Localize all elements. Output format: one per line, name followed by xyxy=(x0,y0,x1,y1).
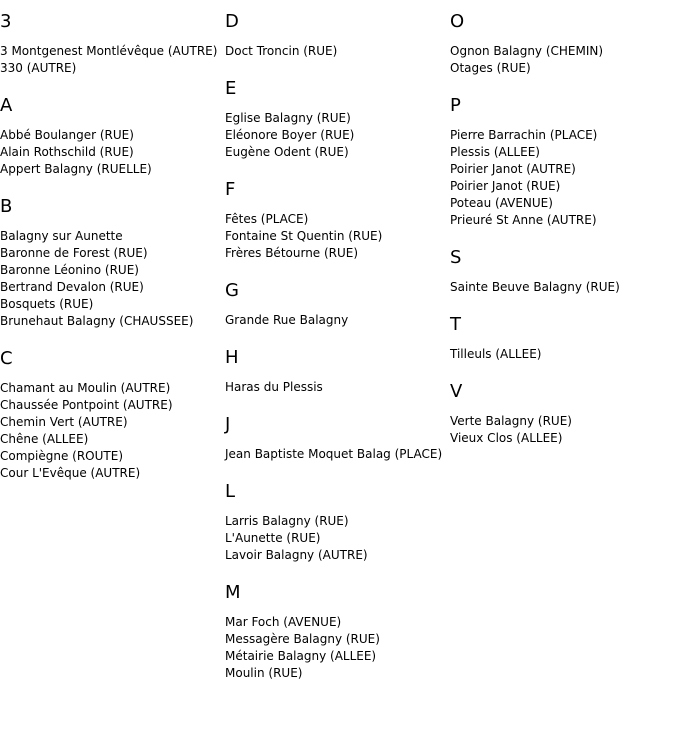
list-item xyxy=(225,312,447,329)
street-list xyxy=(0,380,222,482)
street-list xyxy=(225,379,447,396)
street-link[interactable]: Vieux Clos (ALLEE) xyxy=(450,431,563,445)
street-link[interactable]: Mar Foch (AVENUE) xyxy=(225,615,342,629)
street-link[interactable]: Jean Baptiste Moquet Balag (PLACE) xyxy=(225,447,443,461)
letter-heading: F xyxy=(225,179,236,200)
letter-heading: S xyxy=(450,247,462,268)
street-list xyxy=(0,127,222,178)
list-item xyxy=(225,144,447,161)
list-item xyxy=(0,245,222,262)
street-link[interactable]: Chamant au Moulin (AUTRE) xyxy=(0,381,171,395)
letter-group xyxy=(0,195,222,330)
list-item xyxy=(0,448,222,465)
letter-group xyxy=(0,347,222,482)
letter-group xyxy=(450,246,672,296)
street-index-column xyxy=(225,10,447,699)
street-list xyxy=(225,312,447,329)
list-item xyxy=(450,346,672,363)
street-link[interactable]: Abbé Boulanger (RUE) xyxy=(0,128,134,142)
list-item xyxy=(0,397,222,414)
list-item xyxy=(0,431,222,448)
street-link[interactable]: 3 Montgenest Montlévêque (AUTRE) xyxy=(0,44,218,58)
list-item xyxy=(0,296,222,313)
letter-heading: T xyxy=(450,314,461,335)
street-list xyxy=(450,279,672,296)
street-link[interactable]: Brunehaut Balagny (CHAUSSEE) xyxy=(0,314,194,328)
street-list xyxy=(450,127,672,229)
street-link[interactable]: Alain Rothschild (RUE) xyxy=(0,145,134,159)
letter-heading: G xyxy=(225,280,239,301)
street-link[interactable]: Compiègne (ROUTE) xyxy=(0,449,124,463)
letter-heading: C xyxy=(0,348,13,369)
letter-heading: D xyxy=(225,11,239,32)
street-index-column xyxy=(0,10,222,499)
street-link[interactable]: Grande Rue Balagny xyxy=(225,313,349,327)
letter-heading: V xyxy=(450,381,463,402)
list-item xyxy=(225,211,447,228)
list-item xyxy=(225,648,447,665)
street-link[interactable]: Haras du Plessis xyxy=(225,380,323,394)
list-item xyxy=(225,513,447,530)
letter-group xyxy=(225,581,447,682)
street-list xyxy=(225,110,447,161)
street-link[interactable]: Baronne de Forest (RUE) xyxy=(0,246,148,260)
street-link[interactable]: Verte Balagny (RUE) xyxy=(450,414,572,428)
list-item xyxy=(225,614,447,631)
street-link[interactable]: Eugène Odent (RUE) xyxy=(225,145,349,159)
list-item xyxy=(225,631,447,648)
list-item xyxy=(450,430,672,447)
street-link[interactable]: Chemin Vert (AUTRE) xyxy=(0,415,128,429)
list-item xyxy=(450,178,672,195)
list-item xyxy=(0,313,222,330)
street-list xyxy=(0,228,222,330)
street-link[interactable]: Pierre Barrachin (PLACE) xyxy=(450,128,598,142)
list-item xyxy=(225,110,447,127)
list-item xyxy=(450,144,672,161)
list-item xyxy=(225,245,447,262)
list-item xyxy=(0,60,222,77)
street-link[interactable]: Doct Troncin (RUE) xyxy=(225,44,338,58)
letter-heading: B xyxy=(0,196,13,217)
letter-group xyxy=(450,313,672,363)
street-list xyxy=(225,513,447,564)
letter-group xyxy=(450,380,672,447)
list-item xyxy=(450,413,672,430)
street-link[interactable]: Moulin (RUE) xyxy=(225,666,303,680)
letter-group xyxy=(225,413,447,463)
list-item xyxy=(450,279,672,296)
street-link[interactable]: Eglise Balagny (RUE) xyxy=(225,111,351,125)
street-link[interactable]: Bosquets (RUE) xyxy=(0,297,94,311)
letter-heading: O xyxy=(450,11,465,32)
letter-heading: H xyxy=(225,347,239,368)
list-item xyxy=(0,43,222,60)
street-link[interactable]: Cour L'Evêque (AUTRE) xyxy=(0,466,141,480)
street-list xyxy=(450,346,672,363)
street-link[interactable]: Lavoir Balagny (AUTRE) xyxy=(225,548,368,562)
street-link[interactable]: Sainte Beuve Balagny (RUE) xyxy=(450,280,620,294)
list-item xyxy=(225,547,447,564)
list-item xyxy=(450,127,672,144)
list-item xyxy=(450,195,672,212)
list-item xyxy=(450,60,672,77)
letter-heading: A xyxy=(0,95,13,116)
letter-group xyxy=(225,346,447,396)
street-link[interactable]: Métairie Balagny (ALLEE) xyxy=(225,649,377,663)
street-link[interactable]: Ognon Balagny (CHEMIN) xyxy=(450,44,604,58)
list-item xyxy=(225,446,447,463)
street-list xyxy=(225,446,447,463)
street-link[interactable]: Bertrand Devalon (RUE) xyxy=(0,280,144,294)
street-link[interactable]: Eléonore Boyer (RUE) xyxy=(225,128,355,142)
letter-heading: P xyxy=(450,95,461,116)
list-item xyxy=(225,665,447,682)
street-link[interactable]: Chêne (ALLEE) xyxy=(0,432,89,446)
letter-heading: L xyxy=(225,481,236,502)
letter-heading: 3 xyxy=(0,11,12,32)
letter-group xyxy=(225,10,447,60)
list-item xyxy=(0,228,222,245)
street-link[interactable]: Larris Balagny (RUE) xyxy=(225,514,349,528)
letter-group xyxy=(450,94,672,229)
letter-heading: J xyxy=(225,414,231,435)
letter-group xyxy=(0,94,222,178)
list-item xyxy=(0,161,222,178)
street-list xyxy=(225,43,447,60)
list-item xyxy=(0,127,222,144)
street-link[interactable]: L'Aunette (RUE) xyxy=(225,531,321,545)
list-item xyxy=(0,414,222,431)
letter-group xyxy=(225,480,447,564)
list-item xyxy=(450,212,672,229)
list-item xyxy=(0,279,222,296)
street-index-column xyxy=(450,10,672,464)
street-list xyxy=(450,43,672,77)
street-link[interactable]: Chaussée Pontpoint (AUTRE) xyxy=(0,398,173,412)
street-link[interactable]: Poteau (AVENUE) xyxy=(450,196,553,210)
street-link[interactable]: 330 (AUTRE) xyxy=(0,61,77,75)
street-link[interactable]: Poirier Janot (AUTRE) xyxy=(450,162,576,176)
list-item xyxy=(0,262,222,279)
list-item xyxy=(225,43,447,60)
list-item xyxy=(225,228,447,245)
street-link[interactable]: Plessis (ALLEE) xyxy=(450,145,540,159)
letter-heading: M xyxy=(225,582,241,603)
street-list xyxy=(450,413,672,447)
letter-group xyxy=(225,178,447,262)
street-link[interactable]: Otages (RUE) xyxy=(450,61,531,75)
street-list xyxy=(0,43,222,77)
street-link[interactable]: Balagny sur Aunette xyxy=(0,229,123,243)
list-item xyxy=(450,43,672,60)
list-item xyxy=(225,530,447,547)
street-list xyxy=(225,211,447,262)
street-link[interactable]: Poirier Janot (RUE) xyxy=(450,179,561,193)
letter-group xyxy=(0,10,222,77)
list-item xyxy=(0,465,222,482)
street-link[interactable]: Fêtes (PLACE) xyxy=(225,212,309,226)
street-link[interactable]: Prieuré St Anne (AUTRE) xyxy=(450,213,597,227)
street-list xyxy=(225,614,447,682)
list-item xyxy=(225,127,447,144)
street-link[interactable]: Appert Balagny (RUELLE) xyxy=(0,162,152,176)
letter-group xyxy=(225,77,447,161)
street-link[interactable]: Frères Bétourne (RUE) xyxy=(225,246,359,260)
letter-group xyxy=(450,10,672,77)
street-link[interactable]: Messagère Balagny (RUE) xyxy=(225,632,380,646)
letter-group xyxy=(225,279,447,329)
list-item xyxy=(0,144,222,161)
letter-heading: E xyxy=(225,78,237,99)
street-link[interactable]: Tilleuls (ALLEE) xyxy=(450,347,542,361)
list-item xyxy=(0,380,222,397)
list-item xyxy=(225,379,447,396)
list-item xyxy=(450,161,672,178)
street-link[interactable]: Fontaine St Quentin (RUE) xyxy=(225,229,383,243)
street-link[interactable]: Baronne Léonino (RUE) xyxy=(0,263,139,277)
